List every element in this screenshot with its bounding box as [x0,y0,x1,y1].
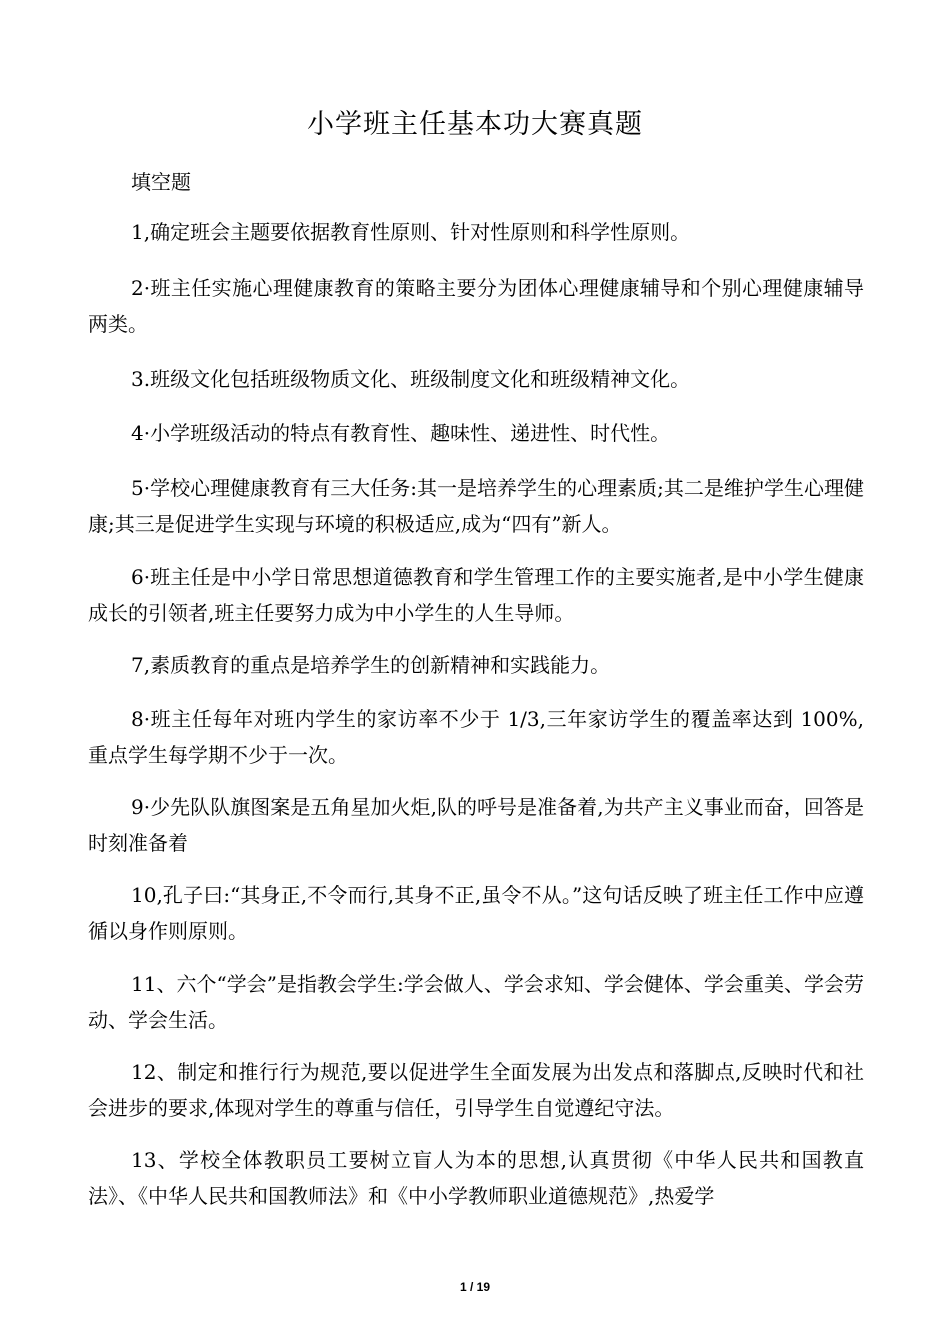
paragraph-3: 3.班级文化包括班级物质文化、班级制度文化和班级精神文化。 [131,367,691,391]
paragraph-9: 9·少先队队旗图案是五角星加火炬,队的呼号是准备着,为共产主义事业而奋，回答是时刻准备着 [88,795,864,855]
paragraph-1: 1,确定班会主题要依据教育性原则、针对性原则和科学性原则。 [131,220,691,244]
paragraph-6: 6·班主任是中小学日常思想道德教育和学生管理工作的主要实施者,是中小学生健康成长的引领者,班主任要努力成为中小学生的人生导师。 [88,565,864,625]
page-title: 小学班主任基本功大赛真题 [307,109,643,140]
paragraph-13: 13、学校全体教职员工要树立盲人为本的思想,认真贯彻《中华人民共和国教直法》、《中华人民共和国教师法》和《中小学教师职业道德规范》,热爱学 [88,1148,864,1208]
section-heading: 填空题 [131,170,191,194]
paragraph-10: 10,孔子曰:“其身正,不令而行,其身不正,虽令不从。”这句话反映了班主任工作中应遵循以身作则原则。 [88,883,864,943]
paragraph-7: 7,素质教育的重点是培养学生的创新精神和实践能力。 [131,653,611,677]
paragraph-2: 2·班主任实施心理健康教育的策略主要分为团体心理健康辅导和个别心理健康辅导两类。 [88,276,864,336]
paragraph-12: 12、制定和推行行为规范,要以促进学生全面发展为出发点和落脚点,反映时代和社会进步的要求,体现对学生的尊重与信任，引导学生自觉遵纪守法。 [88,1060,864,1120]
paragraph-5: 5·学校心理健康教育有三大任务:其一是培养学生的心理素质;其二是维护学生心理健康;其三是促进学生实现与环境的积极适应,成为“四有”新人。 [88,476,864,536]
paragraph-8: 8·班主任每年对班内学生的家访率不少于 1/3,三年家访学生的覆盖率达到 100%,重点学生每学期不少于一次。 [88,707,864,767]
page-number: 1 / 19 [459,1280,491,1294]
paragraph-4: 4·小学班级活动的特点有教育性、趣味性、递进性、时代性。 [131,421,671,445]
paragraph-11: 11、六个“学会”是指教会学生:学会做人、学会求知、学会健体、学会重美、学会劳动、学会生活。 [88,972,864,1032]
